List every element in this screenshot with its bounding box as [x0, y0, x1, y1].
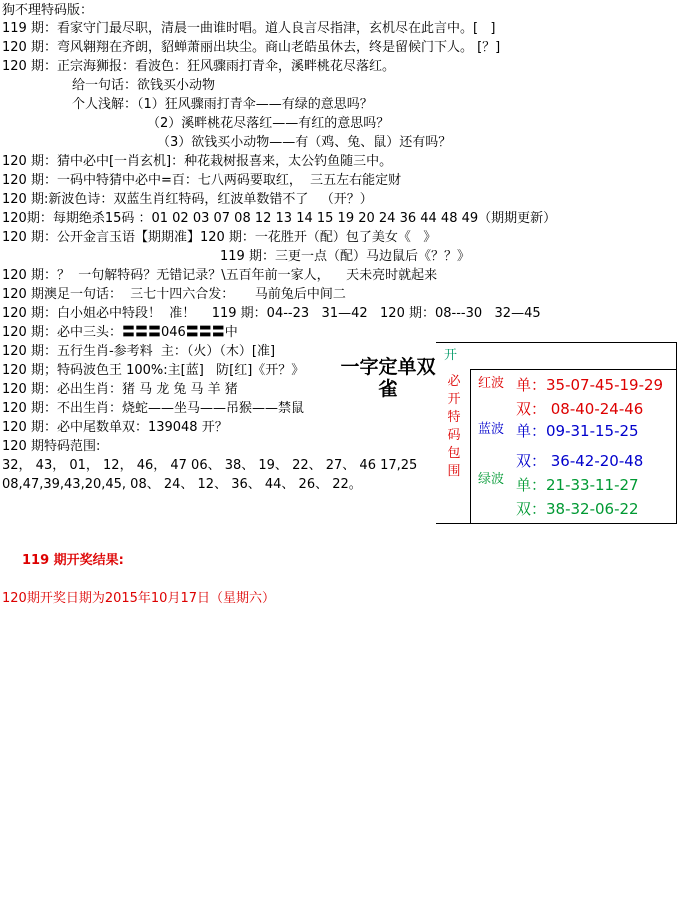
text-line	[2, 153, 392, 171]
text-line-content: 120 期：不出生肖：烧蛇——坐马——吊猴——禁鼠	[2, 401, 304, 416]
text-line	[2, 305, 541, 323]
green-single-numbers: 单：21-33-11-27	[516, 476, 639, 494]
text-line	[2, 267, 437, 285]
text-line	[2, 210, 556, 228]
text-line-content: 120 期：五行生肖-参考料 主：（火）（木）[准]	[2, 344, 276, 359]
text-line-content: 120 期：猜中必中[一肖玄机]：种花栽树报喜来，太公钓鱼随三中。	[2, 154, 393, 169]
text-line	[2, 2, 93, 20]
text-line	[72, 77, 215, 95]
text-line	[2, 39, 500, 57]
text-line	[2, 343, 275, 361]
text-line	[157, 134, 451, 152]
text-line-content: 给一句话：欲钱买小动物	[72, 78, 216, 93]
text-line	[72, 96, 373, 114]
text-line-content: 120 期：白小姐必中特段！ 准！ 119 期：04--23 31—42 120 期：08---30 32—45	[2, 306, 541, 321]
text-line	[2, 191, 373, 209]
text-line-content: 120 期澳足一句话： 三七十四六合发： 马前兔后中间二	[2, 287, 346, 302]
text-line	[2, 324, 238, 342]
text-line-content: 120期：每期绝杀15码 ：01 02 03 07 08 12 13 14 15 19 20 24 36 44 48 49（期期更新）	[2, 211, 557, 226]
text-line-content: 119 期：看家守门最尽职，清晨一曲谁时唱。道人良言尽指津，玄机尽在此言中。[ ]	[2, 21, 496, 36]
green-double-numbers: 双：38-32-06-22	[516, 500, 639, 518]
wave-color-table	[436, 342, 677, 524]
text-line-content: 个人浅解：（1）狂风骤雨打青伞——有绿的意思吗？	[72, 97, 373, 112]
text-line	[2, 58, 395, 76]
blue-single-numbers: 单：09-31-15-25	[516, 422, 639, 440]
table-side-label: 必开特码包围	[447, 374, 461, 479]
text-line	[2, 476, 362, 494]
table-divider	[470, 369, 676, 370]
text-line	[2, 419, 228, 437]
text-line	[147, 115, 389, 133]
text-line-content: 120 期：必中三头：〓〓〓046〓〓〓中	[2, 325, 238, 340]
red-double-numbers: 双： 08-40-24-46	[516, 400, 644, 418]
red-wave-label: 红波	[478, 376, 505, 391]
text-line	[2, 172, 401, 190]
text-line-content: 120 期：必中尾数单双：139048 开？	[2, 420, 228, 435]
text-line	[2, 229, 436, 247]
text-line-content: 32， 43， 01， 12， 46， 47 06、 38、 19、 22、 27、 46 17,25	[2, 458, 418, 473]
stamp-line-2: 雀	[378, 378, 398, 400]
stamp-line-1: 一字定单双	[340, 356, 436, 378]
single-double-stamp	[338, 356, 438, 400]
text-line	[2, 457, 417, 475]
text-line-content: 120 期：？ 一句解特码？无错记录？\五百年前一家人， 天未亮时就起来	[2, 268, 438, 283]
text-line-content: （3）欲钱买小动物——有（鸡、兔、鼠）还有吗？	[157, 135, 452, 150]
text-line-content: 狗不理特码版：	[2, 3, 94, 18]
draw-date: 120期开奖日期为2015年10月17日（星期六）	[2, 591, 275, 606]
text-line	[2, 20, 496, 38]
table-header: 开	[444, 348, 458, 363]
red-single-numbers: 单：35-07-45-19-29	[516, 376, 664, 394]
text-line-content: 119 期：三更一点（配）马边鼠后《？？》	[220, 249, 470, 264]
text-line	[2, 362, 304, 380]
text-line-content: 120 期:新波色诗：双蓝生肖红特码，红波单数错不了 （开？）	[2, 192, 373, 207]
text-line-content: 120 期；特码波色王 100%:主[蓝] 防[红]《开？》	[2, 363, 305, 378]
result-title: 119 期开奖结果:	[22, 553, 124, 568]
text-line-content: 120 期：正宗海狮报：看波色：狂风骤雨打青伞，溪畔桃花尽落红。	[2, 59, 395, 74]
text-line-content: （2）溪畔桃花尽落红——有红的意思吗？	[147, 116, 390, 131]
text-line	[2, 400, 304, 418]
green-wave-label: 绿波	[478, 472, 505, 487]
text-line	[2, 286, 346, 304]
text-line-content: 120 期：一码中特猜中必中=百：七八两码要取红， 三五左右能定财	[2, 173, 402, 188]
text-line	[2, 381, 238, 399]
text-line	[220, 248, 470, 266]
text-line-content: 120 期：必出生肖：猪 马 龙 兔 马 羊 猪	[2, 382, 238, 397]
text-line-content: 120 期：公开金言玉语【期期准】120 期：一花胜开（配）包了美女《 》	[2, 230, 437, 245]
blue-wave-label: 蓝波	[478, 422, 505, 437]
text-line-content: 120 期特码范围:	[2, 439, 101, 454]
text-line	[2, 438, 100, 456]
text-line-content: 08,47,39,43,20,45, 08、 24、 12、 36、 44、 26、 22。	[2, 477, 362, 492]
blue-double-numbers: 双： 36-42-20-48	[516, 452, 644, 470]
text-line-content: 120 期：弯风翱翔在齐朗，貂蝉萧丽出块尘。商山老皓虽休去，终是留候门下人。 [？]	[2, 40, 501, 55]
